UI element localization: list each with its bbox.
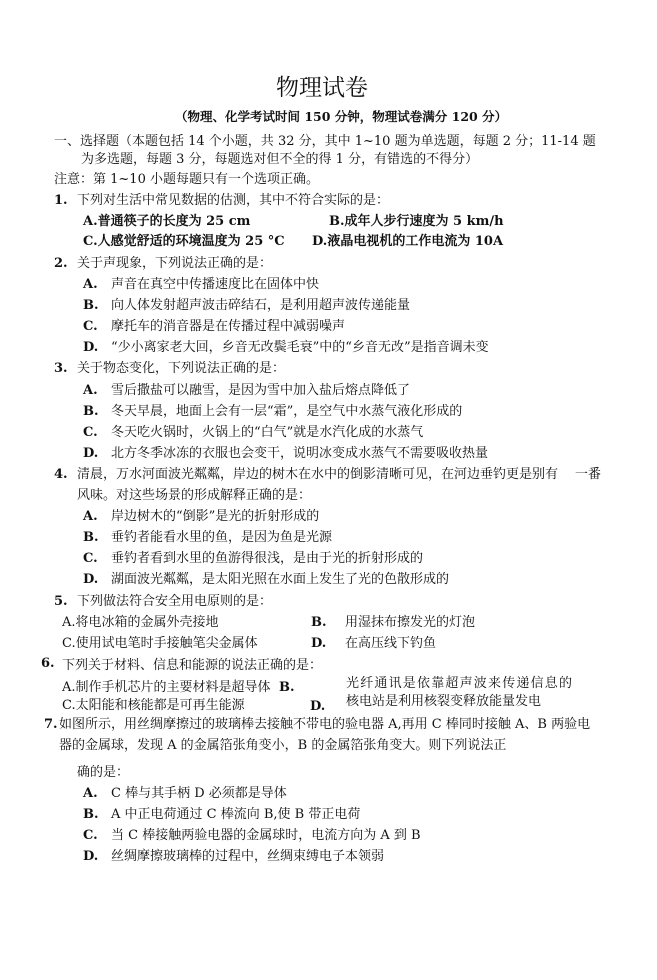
option-c: C.人感觉舒适的环境温度为 25 °C: [83, 234, 285, 249]
option-a-letter: A.: [83, 277, 98, 292]
option-b-letter: B.: [83, 298, 99, 313]
option-b-letter: B.: [83, 530, 99, 545]
section-instructions-line1: 一、选择题（本题包括 14 个小题，共 32 分，其中 1~10 题为单选题，每题 2 分；11-14 题: [54, 134, 596, 149]
option-b-letter: B.: [311, 615, 327, 630]
option-c-letter: C.: [83, 551, 98, 566]
option-b-letter: B.: [83, 807, 99, 822]
section-instructions-line2: 为多选题，每题 3 分，每题选对但不全的得 1 分，有错选的不得分）: [81, 152, 479, 167]
option-d-text: 在高压线下钓鱼: [345, 636, 437, 651]
option-b-text: 向人体发射超声波击碎结石，是利用超声波传递能量: [111, 298, 411, 313]
option-d-text: 湖面波光粼粼，是太阳光照在水面上发生了光的色散形成的: [111, 572, 450, 587]
question-stem: 关于物态变化，下列说法正确的是：: [77, 361, 286, 376]
option-d: D.液晶电视机的工作电流为 10A: [312, 234, 504, 249]
question-stem-line1-end: 一番: [575, 467, 602, 482]
question-number: 5.: [54, 594, 68, 609]
question-stem: 关于声现象，下列说法正确的是：: [77, 256, 273, 271]
question-number: 2.: [54, 256, 68, 271]
option-d-letter: D.: [83, 849, 99, 864]
option-a-text: 声音在真空中传播速度比在固体中快: [111, 277, 320, 292]
option-a: A.制作手机芯片的主要材料是超导体: [62, 680, 271, 695]
option-d-text: 核电站是利用核裂变释放能量发电: [346, 694, 542, 709]
option-c-text: 当 C 棒接触两验电器的金属球时，电流方向为 A 到 B: [111, 828, 421, 843]
option-a-text: C 棒与其手柄 D 必须都是导体: [111, 786, 287, 801]
question-stem: 下列关于材料、信息和能源的说法正确的是：: [62, 658, 323, 673]
option-d-letter: D.: [83, 446, 99, 461]
question-number: 3.: [54, 361, 68, 376]
section-note: 注意：第 1~10 小题每题只有一个选项正确。: [54, 172, 319, 187]
option-d-letter: D.: [311, 636, 327, 651]
option-a: A.将电冰箱的金属外壳接地: [62, 615, 219, 630]
option-d-letter: D.: [83, 572, 99, 587]
question-stem-line2: 器的金属球，发现 A 的金属箔张角变小，B 的金属箔张角变大。则下列说法正: [59, 738, 507, 753]
option-d-letter: D.: [310, 699, 326, 711]
option-b-text: A 中正电荷通过 C 棒流向 B,使 B 带正电荷: [111, 807, 361, 822]
option-c: C.太阳能和核能都是可再生能源: [62, 698, 245, 711]
option-a-text: 雪后撒盐可以融雪，是因为雪中加入盐后熔点降低了: [111, 383, 411, 398]
question-stem: 下列做法符合安全用电原则的是：: [77, 594, 273, 609]
option-c-text: 冬天吃火锅时，火锅上的“白气”就是水汽化成的水蒸气: [111, 425, 424, 440]
option-a-letter: A.: [83, 786, 98, 801]
option-b: B.成年人步行速度为 5 km/h: [329, 214, 504, 229]
page-subtitle: （物理、化学考试时间 150 分钟，物理试卷满分 120 分）: [175, 109, 508, 124]
option-b-text: 冬天早晨，地面上会有一层“霜”，是空气中水蒸气液化形成的: [111, 404, 463, 419]
question-stem-line1: 如图所示，用丝绸摩擦过的玻璃棒去接触不带电的验电器 A,再用 C 棒同时接触 A、B 两验电: [59, 717, 591, 732]
option-a-letter: A.: [83, 509, 98, 524]
question-number: 7.: [44, 717, 58, 732]
option-a: A.普通筷子的长度为 25 cm: [83, 214, 251, 229]
option-d-text: 北方冬季冰冻的衣服也会变干，说明冰变成水蒸气不需要吸收热量: [111, 446, 489, 461]
option-b-text: 用湿抹布擦发光的灯泡: [345, 615, 476, 630]
option-d-text: “少小离家老大回，乡音无改鬓毛衰”中的“乡音无改”是指音调未变: [111, 340, 489, 355]
option-a-letter: A.: [83, 383, 98, 398]
option-b-text: 垂钓者能看水里的鱼，是因为鱼是光源: [111, 530, 333, 545]
question-stem: 下列对生活中常见数据的估测，其中不符合实际的是：: [77, 193, 390, 208]
question-stem-line2: 风味。对这些场景的形成解释正确的是：: [77, 488, 312, 503]
option-c: C.使用试电笔时手接触笔尖金属体: [62, 636, 258, 651]
page-title: 物理试卷: [276, 75, 368, 101]
question-stem-line3: 确的是：: [77, 765, 130, 780]
question-number: 1.: [54, 193, 68, 208]
option-c-text: 垂钓者看到水里的鱼游得很浅，是由于光的折射形成的: [111, 551, 424, 566]
question-number: 4.: [54, 467, 68, 482]
option-c-text: 摩托车的消音器是在传播过程中减弱噪声: [111, 319, 346, 334]
option-c-letter: C.: [83, 425, 98, 440]
option-a-text: 岸边树木的“倒影”是光的折射形成的: [111, 509, 320, 524]
question-stem-line1: 清晨，万水河面波光粼粼，岸边的树木在水中的倒影清晰可见，在河边垂钓更是别有: [77, 467, 559, 482]
question-number: 6.: [41, 656, 55, 671]
option-b-text: 光纤通讯是依靠超声波来传递信息的: [346, 676, 574, 691]
option-d-text: 丝绸摩擦玻璃棒的过程中，丝绸束缚电子本领弱: [111, 849, 385, 864]
option-c-letter: C.: [83, 319, 98, 334]
option-b-letter: B.: [279, 680, 295, 695]
option-b-letter: B.: [83, 404, 99, 419]
option-c-letter: C.: [83, 828, 98, 843]
option-d-letter: D.: [83, 340, 99, 355]
